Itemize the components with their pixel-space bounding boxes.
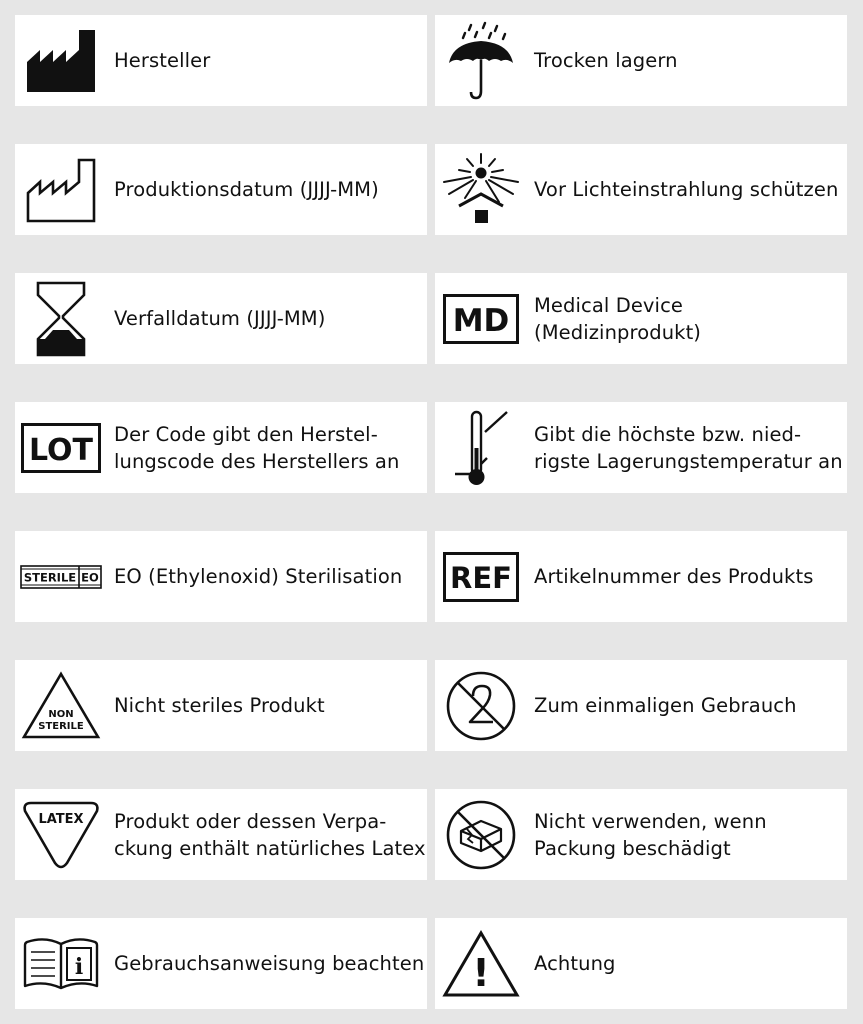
thermometer-limit-icon: [440, 408, 522, 488]
sunlight-protection-icon: [440, 150, 522, 230]
symbol-card-manufacturer: [15, 15, 427, 106]
symbol-card-temperature-limit: [435, 402, 847, 493]
symbol-card-caution: [435, 918, 847, 1009]
symbol-label: [534, 531, 843, 622]
symbol-label: [534, 918, 843, 1009]
label-line: (Medizinprodukt): [534, 320, 702, 344]
label-line: Hersteller: [114, 49, 211, 72]
symbol-label: [114, 531, 423, 622]
symbol-card-lot: [15, 402, 427, 493]
hourglass-icon: [20, 279, 102, 359]
symbol-label: [114, 660, 423, 751]
label-line: Produktionsdatum (JJJJ-MM): [114, 178, 379, 201]
symbol-label: [534, 789, 843, 880]
label-line: Trocken lagern: [534, 49, 678, 72]
symbol-label: [534, 660, 843, 751]
symbol-card-latex: [15, 789, 427, 880]
symbol-card-non-sterile: [15, 660, 427, 751]
non-text: NON: [48, 709, 74, 720]
latex-icon: [20, 795, 102, 875]
symbol-label: [114, 789, 426, 880]
lot-text: LOT: [28, 433, 94, 468]
sterile-eo-box-icon: [20, 537, 102, 617]
md-text: MD: [452, 303, 510, 339]
symbol-label: [114, 15, 423, 106]
label-line: lungscode des Herstellers an: [114, 449, 400, 473]
warning-triangle-icon: [440, 924, 522, 1004]
latex-text: LATEX: [38, 812, 84, 827]
symbol-label: [534, 402, 843, 493]
label-line: Artikelnummer des Produkts: [534, 565, 814, 588]
label-line: ckung enthält natürliches Latex: [114, 836, 426, 860]
exclamation-text: !: [472, 951, 490, 995]
umbrella-rain-icon: [440, 21, 522, 101]
symbol-label: [534, 144, 843, 235]
symbol-card-protect-from-light: [435, 144, 847, 235]
symbol-card-single-use: [435, 660, 847, 751]
label-line: Verfalldatum (JJJJ-MM): [114, 307, 326, 330]
md-box-icon: [440, 279, 522, 359]
label-line: Der Code gibt den Herstel-: [114, 422, 378, 446]
symbol-label: [534, 15, 843, 106]
label-line: EO (Ethylenoxid) Sterilisation: [114, 565, 403, 588]
symbol-card-medical-device: [435, 273, 847, 364]
symbol-label: [114, 273, 423, 364]
info-text: i: [74, 954, 84, 980]
symbol-card-instructions: [15, 918, 427, 1009]
symbol-card-expiry-date: [15, 273, 427, 364]
eo-text: EO: [81, 570, 99, 585]
symbol-card-ref: [435, 531, 847, 622]
label-line: Nicht verwenden, wenn: [534, 809, 767, 833]
label-line: Gebrauchsanweisung beachten: [114, 952, 425, 975]
ref-box-icon: [440, 537, 522, 617]
symbol-card-production-date: [15, 144, 427, 235]
factory-outline-icon: [20, 150, 102, 230]
non-sterile-triangle-icon: [20, 666, 102, 746]
label-line: Achtung: [534, 952, 616, 975]
label-line: Medical Device: [534, 293, 683, 317]
label-line: Gibt die höchste bzw. nied-: [534, 422, 802, 446]
ref-text: REF: [450, 561, 512, 595]
label-line: rigste Lagerungstemperatur an: [534, 449, 843, 473]
symbol-card-damaged-package: [435, 789, 847, 880]
do-not-reuse-icon: [440, 666, 522, 746]
symbol-label: [114, 918, 423, 1009]
symbol-card-keep-dry: [435, 15, 847, 106]
instructions-book-icon: [20, 924, 102, 1004]
label-line: Produkt oder dessen Verpa-: [114, 809, 387, 833]
symbol-label: [114, 144, 423, 235]
symbol-label: [534, 273, 843, 364]
sterile-text: STERILE: [23, 570, 77, 585]
label-line: Nicht steriles Produkt: [114, 694, 325, 717]
damaged-package-icon: [440, 795, 522, 875]
sterile-text: STERILE: [38, 721, 84, 732]
factory-filled-icon: [20, 21, 102, 101]
label-line: Vor Lichteinstrahlung schützen: [534, 178, 839, 201]
label-line: Packung beschädigt: [534, 836, 731, 860]
label-line: Zum einmaligen Gebrauch: [534, 694, 797, 717]
symbol-label: [114, 402, 423, 493]
symbol-card-sterile-eo: [15, 531, 427, 622]
lot-box-icon: [20, 408, 102, 488]
